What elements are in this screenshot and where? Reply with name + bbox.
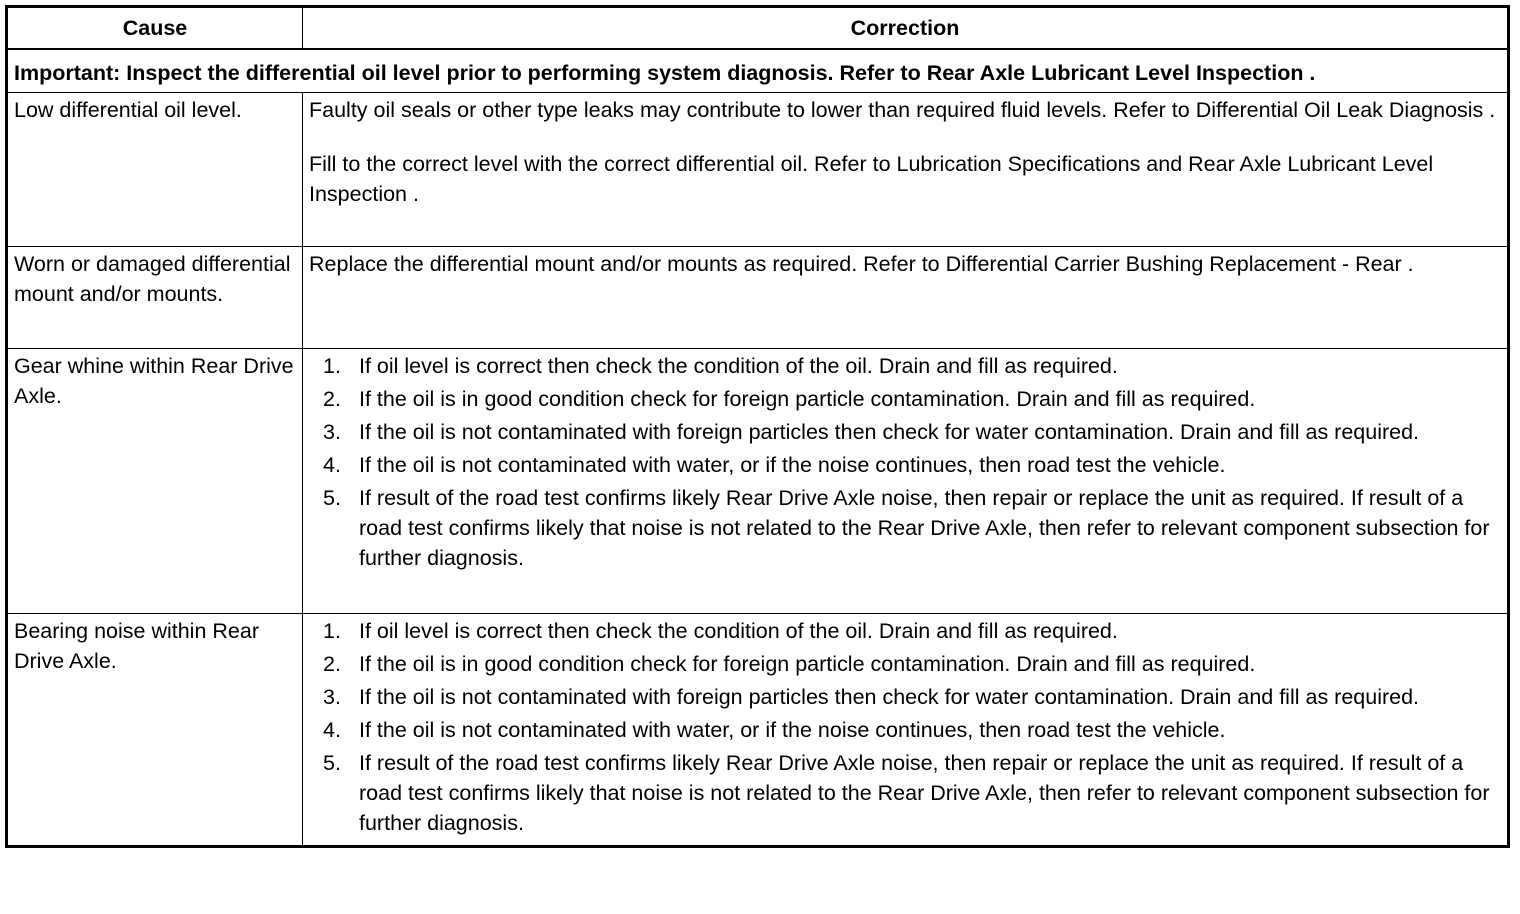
table-row <box>7 614 1509 847</box>
step-number: 2. <box>323 652 341 676</box>
step-number: 4. <box>323 718 341 742</box>
step-number: 5. <box>323 751 341 775</box>
step-number: 3. <box>323 685 341 709</box>
step-number: 5. <box>323 486 341 510</box>
step-text: If result of the road test confirms likely Rear Drive Axle noise, then repair or replace the unit as required. If result of a road test confirms likely that noise is not related to the Rear Drive Axle, then refer to relevant component subsection for further diagnosis. <box>359 486 1490 570</box>
step-text: If oil level is correct then check the condition of the oil. Drain and fill as required. <box>359 619 1118 643</box>
cause-cell: Worn or damaged differential mount and/or mounts. <box>7 247 303 349</box>
correction-paragraph: Replace the differential mount and/or mounts as required. Refer to Differential Carrier Bushing Replacement - Rear . <box>309 252 1414 276</box>
step-text: If oil level is correct then check the condition of the oil. Drain and fill as required. <box>359 354 1118 378</box>
correction-paragraph: Fill to the correct level with the correct differential oil. Refer to Lubrication Specifications and Rear Axle Lubricant Level Inspection . <box>309 152 1434 206</box>
list-item <box>309 649 1503 679</box>
step-number: 2. <box>323 387 341 411</box>
header-correction: Correction <box>303 7 1509 50</box>
list-item <box>309 715 1503 745</box>
list-item <box>309 450 1503 480</box>
important-note: Important: Inspect the differential oil level prior to performing system diagnosis. Refer to Rear Axle Lubricant Level Inspection . <box>7 49 1509 93</box>
list-item <box>309 682 1503 712</box>
step-text: If the oil is not contaminated with foreign particles then check for water contamination. Drain and fill as required. <box>359 685 1420 709</box>
step-text: If the oil is in good condition check for foreign particle contamination. Drain and fill as required. <box>359 652 1256 676</box>
correction-cell <box>303 349 1509 614</box>
correction-cell <box>303 614 1509 847</box>
correction-cell <box>303 247 1509 349</box>
header-row <box>7 7 1509 50</box>
list-item <box>309 417 1503 447</box>
correction-cell <box>303 93 1509 247</box>
table-row <box>7 93 1509 247</box>
list-item <box>309 351 1503 381</box>
cause-cell: Bearing noise within Rear Drive Axle. <box>7 614 303 847</box>
step-text: If the oil is not contaminated with water, or if the noise continues, then road test the vehicle. <box>359 718 1226 742</box>
step-number: 3. <box>323 420 341 444</box>
table-row <box>7 349 1509 614</box>
important-row <box>7 49 1509 93</box>
step-number: 1. <box>323 619 341 643</box>
table-row <box>7 247 1509 349</box>
list-item <box>309 384 1503 414</box>
step-number: 4. <box>323 453 341 477</box>
steps-list <box>309 351 1503 573</box>
cause-cell: Gear whine within Rear Drive Axle. <box>7 349 303 614</box>
step-text: If the oil is not contaminated with water, or if the noise continues, then road test the vehicle. <box>359 453 1226 477</box>
step-text: If the oil is in good condition check for foreign particle contamination. Drain and fill as required. <box>359 387 1256 411</box>
header-cause: Cause <box>7 7 303 50</box>
cause-cell: Low differential oil level. <box>7 93 303 247</box>
step-text: If the oil is not contaminated with foreign particles then check for water contamination. Drain and fill as required. <box>359 420 1420 444</box>
correction-paragraph: Faulty oil seals or other type leaks may contribute to lower than required fluid levels. Refer to Differential Oil Leak Diagnosis . <box>309 98 1496 122</box>
steps-list <box>309 616 1503 838</box>
list-item <box>309 748 1503 838</box>
step-text: If result of the road test confirms likely Rear Drive Axle noise, then repair or replace the unit as required. If result of a road test confirms likely that noise is not related to the Rear Drive Axle, then refer to relevant component subsection for further diagnosis. <box>359 751 1490 835</box>
list-item <box>309 616 1503 646</box>
diagnosis-table <box>5 5 1510 848</box>
list-item <box>309 483 1503 573</box>
step-number: 1. <box>323 354 341 378</box>
